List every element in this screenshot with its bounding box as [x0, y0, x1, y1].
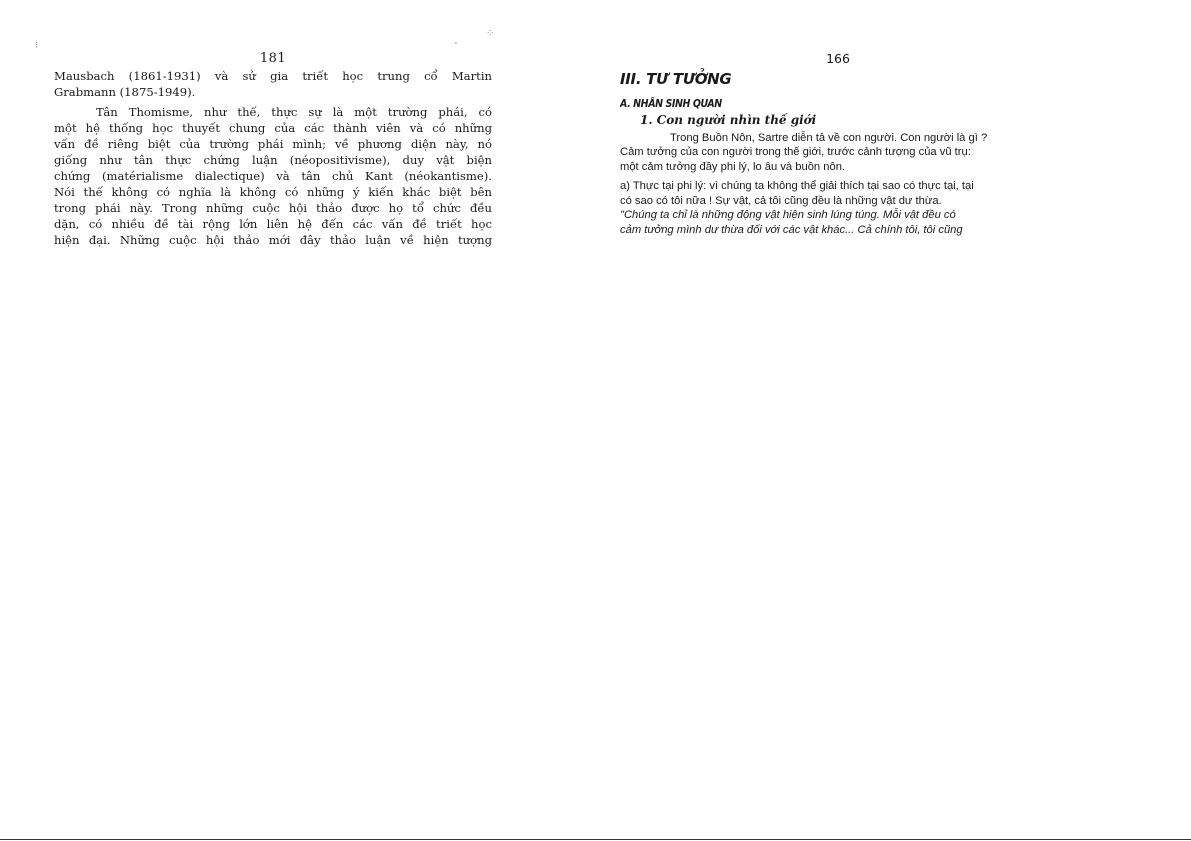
text-line: Grabmann (1875-1949). [54, 85, 196, 99]
scan-speck: ⁝ [35, 40, 39, 51]
text-line: một hệ thống học thuyết chung của các thành viên và có những [54, 121, 492, 135]
sub-heading: A. NHÂN SINH QUAN [620, 97, 722, 110]
text-line: Nói thế không có nghĩa là không có những ý kiến khác biệt bên [54, 185, 492, 199]
left-paragraph-1 [54, 68, 492, 100]
intro-paragraph [620, 131, 1056, 175]
text-line: chứng (matérialisme dialectique) và tân chủ Kant (néokantisme). [54, 169, 492, 183]
left-paragraph-2 [54, 104, 492, 248]
text-line: hiện đại. Những cuộc hội thảo mới đây thảo luận về hiện tượng [54, 233, 492, 247]
text-line: dặn, có nhiều đề tài rộng lớn liên hệ đến các vấn đề triết học [54, 217, 492, 231]
sub-sub-heading: 1. Con người nhìn thế giới [640, 113, 817, 127]
paragraph-a [620, 179, 1056, 237]
right-page-number: 166 [826, 51, 850, 66]
text-line: Cảm tưởng của con người trong thế giới, trước cảnh tượng của vũ trụ: [620, 146, 971, 158]
text-line: Mausbach (1861-1931) và sử gia triết học trung cổ Martin [54, 69, 492, 83]
text-line: a) Thực tại phi lý: vì chúng ta không thể giải thích tại sao có thực tại, tại [620, 180, 974, 192]
quote-line: "Chúng ta chỉ là những động vật hiện sinh lúng túng. Mỗi vật đều có [620, 209, 956, 221]
text-line: giống như tân thực chứng luận (néopositivisme), duy vật biện [54, 153, 492, 167]
bottom-border-line [0, 839, 1191, 840]
text-line: trong phái này. Trong những cuộc hội thảo được họ tổ chức đều [54, 201, 492, 215]
quote-line: cảm tưởng mình dư thừa đối với các vật khác... Cả chính tôi, tôi cũng [620, 223, 963, 236]
scan-speck: ⁘ [486, 28, 495, 39]
text-line: một cảm tưởng đầy phi lý, lo âu và buồn nôn. [620, 160, 846, 173]
text-line: có sao có tôi nữa ! Sự vật, cả tôi cũng đều là những vật dư thừa. [620, 194, 942, 207]
text-line: Tân Thomisme, như thế, thực sự là một trường phái, có [96, 105, 492, 119]
text-line: vấn đề riêng biệt của trường phái mình; về phương diện này, nó [54, 137, 492, 151]
left-page [54, 50, 492, 256]
section-heading: III. TƯ TƯỞNG [620, 70, 732, 88]
right-page [620, 50, 1056, 254]
left-page-number: 181 [259, 51, 287, 66]
scan-speck: - [454, 38, 458, 49]
text-line: Trong Buồn Nôn, Sartre diễn tả về con người. Con người là gì ? [670, 131, 988, 144]
